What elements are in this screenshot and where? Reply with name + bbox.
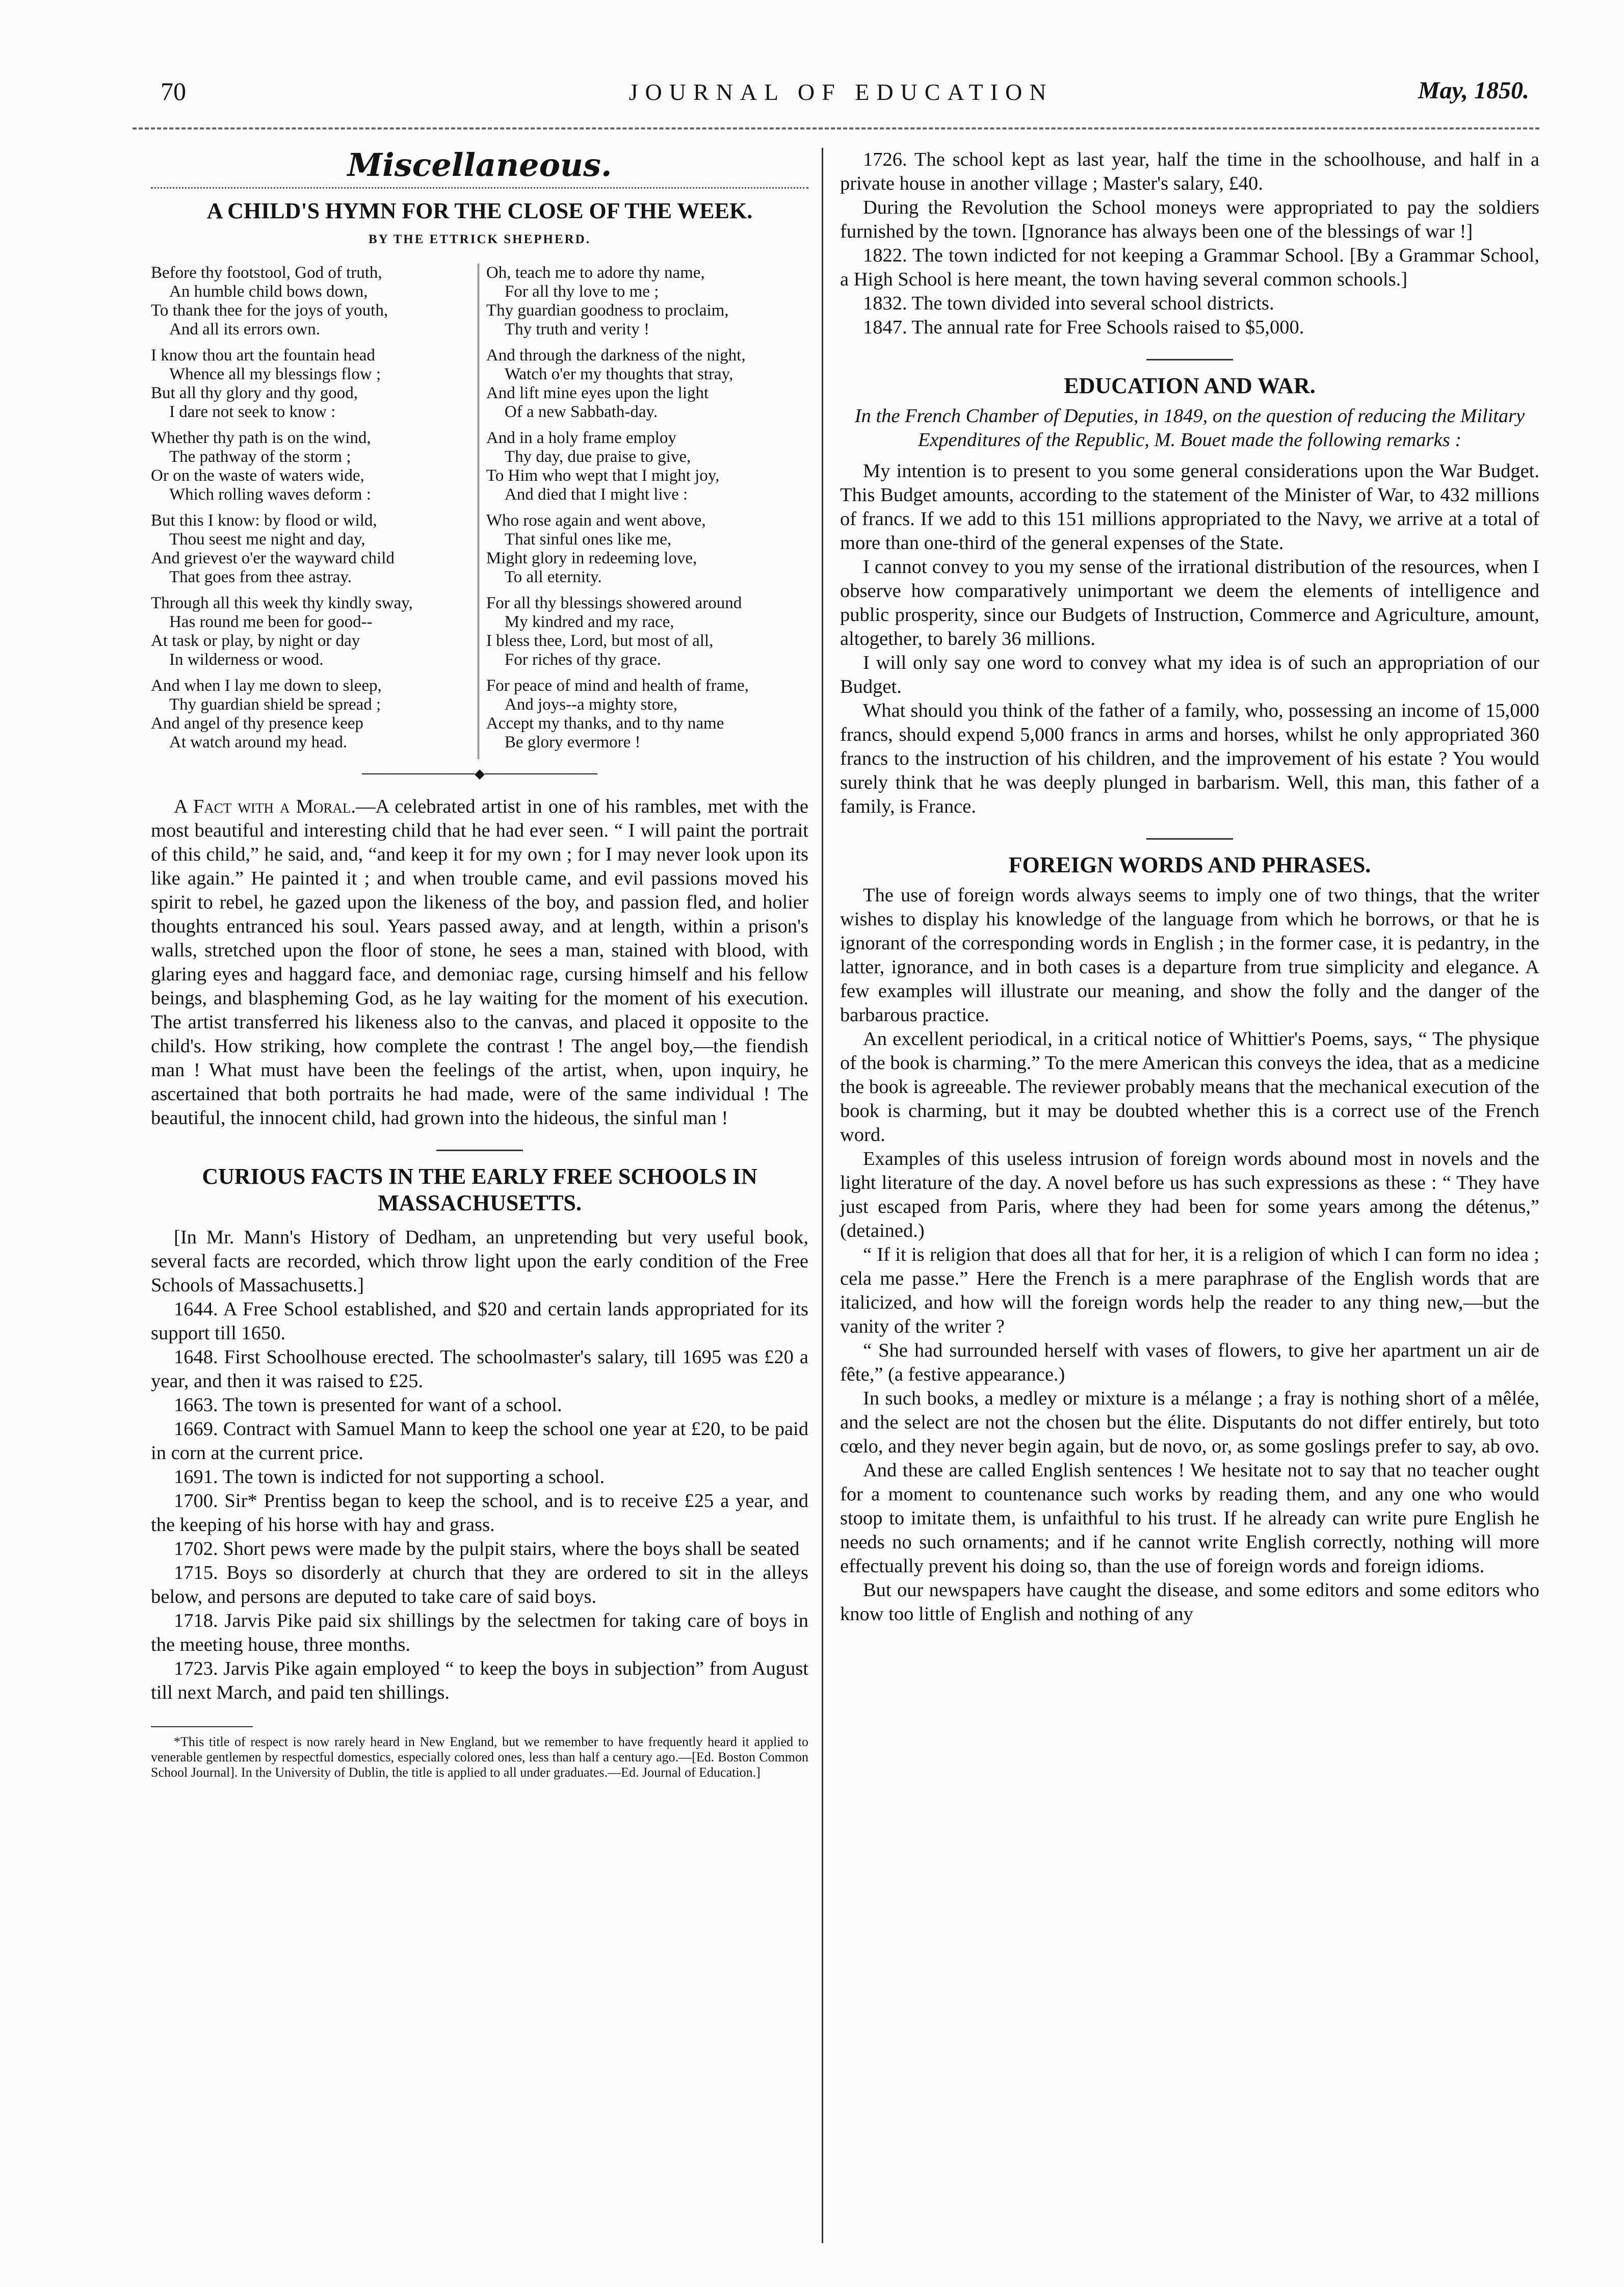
hymn-line: Through all this week thy kindly sway, xyxy=(151,594,413,612)
hymn-line: Which rolling waves deform : xyxy=(169,485,371,504)
hymn-line: That sinful ones like me, xyxy=(504,530,672,549)
hymn-stanza xyxy=(486,264,808,339)
hymn-line: Thy guardian shield be spread ; xyxy=(169,695,381,714)
school-fact-entry: 1726. The school kept as last year, half the time in the schoolhouse, and half in a private house in another village ; Master's salary, £40. xyxy=(840,149,1539,194)
hymn-line: In wilderness or wood. xyxy=(169,651,324,669)
footnote-rule xyxy=(151,1726,253,1727)
section-title: Miscellaneous. xyxy=(347,146,612,184)
hymn-line: Might glory in redeeming love, xyxy=(486,549,697,567)
hymn-stanza xyxy=(486,677,808,752)
hymn-line: Oh, teach me to adore thy name, xyxy=(486,264,705,282)
hymn-line: To all eternity. xyxy=(504,568,602,586)
school-fact-entry: 1723. Jarvis Pike again employed “ to keep the boys in subjection” from August till next March, and paid ten shillings. xyxy=(151,1658,808,1703)
hymn-left-column xyxy=(151,264,473,759)
column-divider xyxy=(822,148,823,2243)
footnote: *This title of respect is now rarely heard in New England, but we remember to have frequently heard it applied to venerable gentlemen by respectful domestics, especially colored ones, less than half a century ago.—[Ed. Boston Common School Journal]. In the University of Dublin, the title is applied to all under graduates.—Ed. Journal of Education.] xyxy=(151,1734,808,1780)
fact-body: —A celebrated artist in one of his rambles, met with the most beautiful and interesting child that he had ever seen. “ I will paint the portrait of this child,” he said, and, “and keep it for my own ; for I may never look upon its like again.” He painted it ; and when trouble came, and evil passions moved his spirit to rebel, he gazed upon the likeness of the boy, and passion fled, and holier thoughts entranced his soul. Years passed away, and at length, within a prison's walls, stretched upon the floor of stone, he sees a man, stained with blood, with glaring eyes and haggard face, and demoniac rage, cursing himself and his fellow beings, and blaspheming God, as he lay waiting for the moment of his execution. The artist transferred his likeness also to the canvas, and placed it opposite to the child's. How striking, how complete the contrast ! The angel boy,—the fiendish man ! What must have been the feelings of the artist, when, upon inquiry, he ascertained that both portraits he had made, were of the same individual ! The beautiful, the innocent child, had grown into the hideous, the sinful man ! xyxy=(151,796,808,1129)
curious-entries xyxy=(151,1297,808,1705)
hymn-line: And through the darkness of the night, xyxy=(486,346,746,365)
hymn-stanza xyxy=(486,594,808,669)
foreign-paragraph: An excellent periodical, in a critical notice of Whittier's Poems, says, “ The physique of the book is charming.” To the mere American this conveys the idea, that as a medicine the book is agreeable. The reviewer probably means that the mechanical execution of the book is charming, but it may be doubted whether this is a correct use of the French word. xyxy=(840,1028,1539,1146)
hymn-stanza xyxy=(486,346,808,422)
hymn-line: And grievest o'er the wayward child xyxy=(151,549,395,567)
school-fact-entry: 1715. Boys so disorderly at church that they are ordered to sit in the alleys below, and persons are deputed to take care of said boys. xyxy=(151,1562,808,1607)
page-number: 70 xyxy=(161,77,186,106)
war-paragraph: My intention is to present to you some general considerations upon the War Budget. This Budget amounts, according to the statement of the Minister of War, to 432 millions of francs. If we add to this 151 millions appropriated to the Navy, we arrive at a total of more than one-third of the general expenses of the State. xyxy=(840,460,1539,554)
war-paragraph: What should you think of the father of a family, who, possessing an income of 15,000 francs, should expend 5,000 francs in arms and horses, whilst he only appropriated 360 francs to the instruction of his children, and the improvement of his estate ? You would surely think that he was deeply plunged in barbarism. Well, this man, this father of a family, is France. xyxy=(840,700,1539,817)
hymn-stanza xyxy=(151,511,473,587)
war-paragraphs xyxy=(840,459,1539,819)
hymn-line: At watch around my head. xyxy=(169,733,348,751)
hymn-line: Thy day, due praise to give, xyxy=(504,448,691,466)
ornament-divider: ────────────◆──────────── xyxy=(361,766,598,781)
hymn-line: And died that I might live : xyxy=(504,485,688,504)
page-header xyxy=(153,76,1529,117)
curious-intro: [In Mr. Mann's History of Dedham, an unpretending but very useful book, several facts are recorded, which throw light upon the early condition of the Free Schools of Massachusetts.] xyxy=(151,1227,808,1296)
issue-date: May, 1850. xyxy=(1418,77,1529,104)
school-fact-entry: 1832. The town divided into several school districts. xyxy=(863,293,1274,314)
hymn-line: My kindred and my race, xyxy=(504,613,674,631)
hymn-line: And in a holy frame employ xyxy=(486,429,676,447)
hymn-line: Before thy footstool, God of truth, xyxy=(151,264,382,282)
hymn-line: And joys--a mighty store, xyxy=(504,695,678,714)
journal-title: JOURNAL OF EDUCATION xyxy=(628,79,1054,105)
hymn-stanza xyxy=(151,346,473,422)
school-fact-entry: During the Revolution the School moneys were appropriated to pay the soldiers furnished by the town. [Ignorance has always been one of the blessings of war !] xyxy=(840,197,1539,242)
header-rule xyxy=(133,127,1539,129)
foreign-title: FOREIGN WORDS AND PHRASES. xyxy=(1008,852,1371,877)
hymn-byline: BY THE ETTRICK SHEPHERD. xyxy=(369,232,591,246)
right-column xyxy=(840,148,1539,1626)
hymn-body xyxy=(151,264,808,759)
school-fact-entry: 1663. The town is presented for want of a school. xyxy=(174,1394,562,1416)
hymn-line: The pathway of the storm ; xyxy=(169,448,351,466)
hymn-line: And lift mine eyes upon the light xyxy=(486,384,709,402)
hymn-line: Whether thy path is on the wind, xyxy=(151,429,371,447)
foreign-paragraphs xyxy=(840,883,1539,1626)
hymn-line: Of a new Sabbath-day. xyxy=(504,403,658,421)
left-column xyxy=(151,148,808,1780)
war-paragraph: I will only say one word to convey what my idea is of such an appropriation of our Budget. xyxy=(840,652,1539,697)
hymn-line: Thou seest me night and day, xyxy=(169,530,365,549)
continued-entries xyxy=(840,148,1539,340)
section-rule xyxy=(1146,838,1233,840)
foreign-paragraph: Examples of this useless intrusion of foreign words abound most in novels and the light literature of the day. A novel before us has such expressions as these : “ They have just escaped from Paris, where they had been for some years among the détenus,” (detained.) xyxy=(840,1148,1539,1241)
hymn-line: Whence all my blessings flow ; xyxy=(169,365,381,383)
foreign-paragraph: “ She had surrounded herself with vases of flowers, to give her apartment un air de fête,” (a festive appearance.) xyxy=(840,1340,1539,1385)
school-fact-entry: 1644. A Free School established, and $20 and certain lands appropriated for its support till 1650. xyxy=(151,1298,808,1344)
foreign-paragraph: And these are called English sentences ! We hesitate not to say that no teacher ought for a moment to countenance such works by reading them, and any one who would stoop to imitate them, is unfaithful to his trust. If he already can write pure English he needs no such ornaments; and if he cannot write English correctly, nothing will more effectually prevent his doing so, than the use of foreign words and foreign idioms. xyxy=(840,1460,1539,1577)
foreign-paragraph: In such books, a medley or mixture is a mélange ; a fray is nothing short of a mêlée, and the select are not the chosen but the élite. Disputants do not differ entirely, but toto cœlo, and they never begin again, but de novo, or, as some goslings prefer to say, ab ovo. xyxy=(840,1388,1539,1457)
section-rule xyxy=(1146,359,1233,360)
hymn-line: That goes from thee astray. xyxy=(169,568,352,586)
hymn-line: Who rose again and went above, xyxy=(486,511,706,530)
school-fact-entry: 1691. The town is indicted for not supporting a school. xyxy=(174,1466,605,1488)
hymn-stanza xyxy=(151,677,473,752)
hymn-line: Watch o'er my thoughts that stray, xyxy=(504,365,734,383)
war-paragraph: I cannot convey to you my sense of the irrational distribution of the resources, when I observe how comparatively unimportant we deem the elements of intelligence and public prosperity, since our Budgets of Instruction, Commerce and Agriculture, amount, altogether, to barely 36 millions. xyxy=(840,556,1539,649)
hymn-title: A CHILD'S HYMN FOR THE CLOSE OF THE WEEK. xyxy=(206,198,753,223)
hymn-line: To Him who wept that I might joy, xyxy=(486,466,720,485)
hymn-stanza xyxy=(151,594,473,669)
hymn-line: Be glory evermore ! xyxy=(504,733,641,751)
school-fact-entry: 1847. The annual rate for Free Schools raised to $5,000. xyxy=(863,317,1304,338)
hymn-line: Thy guardian goodness to proclaim, xyxy=(486,301,729,320)
war-intro: In the French Chamber of Deputies, in 1849, on the question of reducing the Military Expenditures of the Republic, M. Bouet made the following remarks : xyxy=(854,405,1525,451)
hymn-line: And when I lay me down to sleep, xyxy=(151,677,382,695)
hymn-stanza xyxy=(151,429,473,504)
hymn-line: To thank thee for the joys of youth, xyxy=(151,301,388,320)
hymn-line: For all thy blessings showered around xyxy=(486,594,742,612)
hymn-line: Has round me been for good-- xyxy=(169,613,373,631)
hymn-line: At task or play, by night or day xyxy=(151,632,360,650)
hymn-line: But this I know: by flood or wild, xyxy=(151,511,377,530)
section-rule xyxy=(436,1150,523,1151)
fact-paragraph xyxy=(151,795,808,1130)
hymn-stanza xyxy=(486,429,808,504)
hymn-line: An humble child bows down, xyxy=(169,282,368,301)
hymn-line: Accept my thanks, and to thy name xyxy=(486,714,724,733)
hymn-line: Or on the waste of waters wide, xyxy=(151,466,364,485)
ornament-rule xyxy=(151,187,808,189)
hymn-line: For riches of thy grace. xyxy=(504,651,661,669)
school-fact-entry: 1648. First Schoolhouse erected. The schoolmaster's salary, till 1695 was £20 a year, and then it was raised to £25. xyxy=(151,1346,808,1392)
curious-title: CURIOUS FACTS IN THE EARLY FREE SCHOOLS IN MASSACHUSETTS. xyxy=(202,1164,757,1215)
school-fact-entry: 1669. Contract with Samuel Mann to keep the school one year at £20, to be paid in corn at the current price. xyxy=(151,1418,808,1464)
fact-lead: A Fact with a Moral. xyxy=(174,796,356,817)
hymn-line: But all thy glory and thy good, xyxy=(151,384,358,402)
hymn-line: For all thy love to me ; xyxy=(504,282,659,301)
school-fact-entry: 1822. The town indicted for not keeping a Grammar School. [By a Grammar School, a High School is here meant, the town having several common schools.] xyxy=(840,245,1539,290)
school-fact-entry: 1718. Jarvis Pike paid six shillings by the selectmen for taking care of boys in the meeting house, three months. xyxy=(151,1610,808,1655)
hymn-line: And all its errors own. xyxy=(169,320,321,339)
foreign-paragraph: “ If it is religion that does all that for her, it is a religion of which I can form no idea ; cela me passe.” Here the French is a mere paraphrase of the English words that are italicized, and how will the foreign words help the reader to any thing new,—but the vanity of the writer ? xyxy=(840,1244,1539,1337)
school-fact-entry: 1702. Short pews were made by the pulpit stairs, where the boys shall be seated xyxy=(174,1538,800,1560)
hymn-line: Thy truth and verity ! xyxy=(504,320,649,339)
hymn-line: For peace of mind and health of frame, xyxy=(486,677,749,695)
school-fact-entry: 1700. Sir* Prentiss began to keep the school, and is to receive £25 a year, and the keeping of his horse with hay and grass. xyxy=(151,1490,808,1536)
hymn-right-column xyxy=(478,264,808,759)
hymn-stanza xyxy=(486,511,808,587)
hymn-stanza xyxy=(151,264,473,339)
foreign-paragraph: But our newspapers have caught the disease, and some editors and some editors who know too little of English and nothing of any xyxy=(840,1579,1539,1625)
hymn-line: I know thou art the fountain head xyxy=(151,346,375,365)
hymn-line: I dare not seek to know : xyxy=(169,403,336,421)
war-title: EDUCATION AND WAR. xyxy=(1064,373,1316,398)
hymn-line: I bless thee, Lord, but most of all, xyxy=(486,632,714,650)
hymn-line: And angel of thy presence keep xyxy=(151,714,363,733)
foreign-paragraph: The use of foreign words always seems to imply one of two things, that the writer wishes to display his knowledge of the language from which he borrows, or that he is ignorant of the corresponding words in English ; in the former case, it is pedantry, in the latter, ignorance, and in both cases is a departure from true simplicity and elegance. A few examples will illustrate our meaning, and show the folly and the danger of the barbarous practice. xyxy=(840,885,1539,1026)
